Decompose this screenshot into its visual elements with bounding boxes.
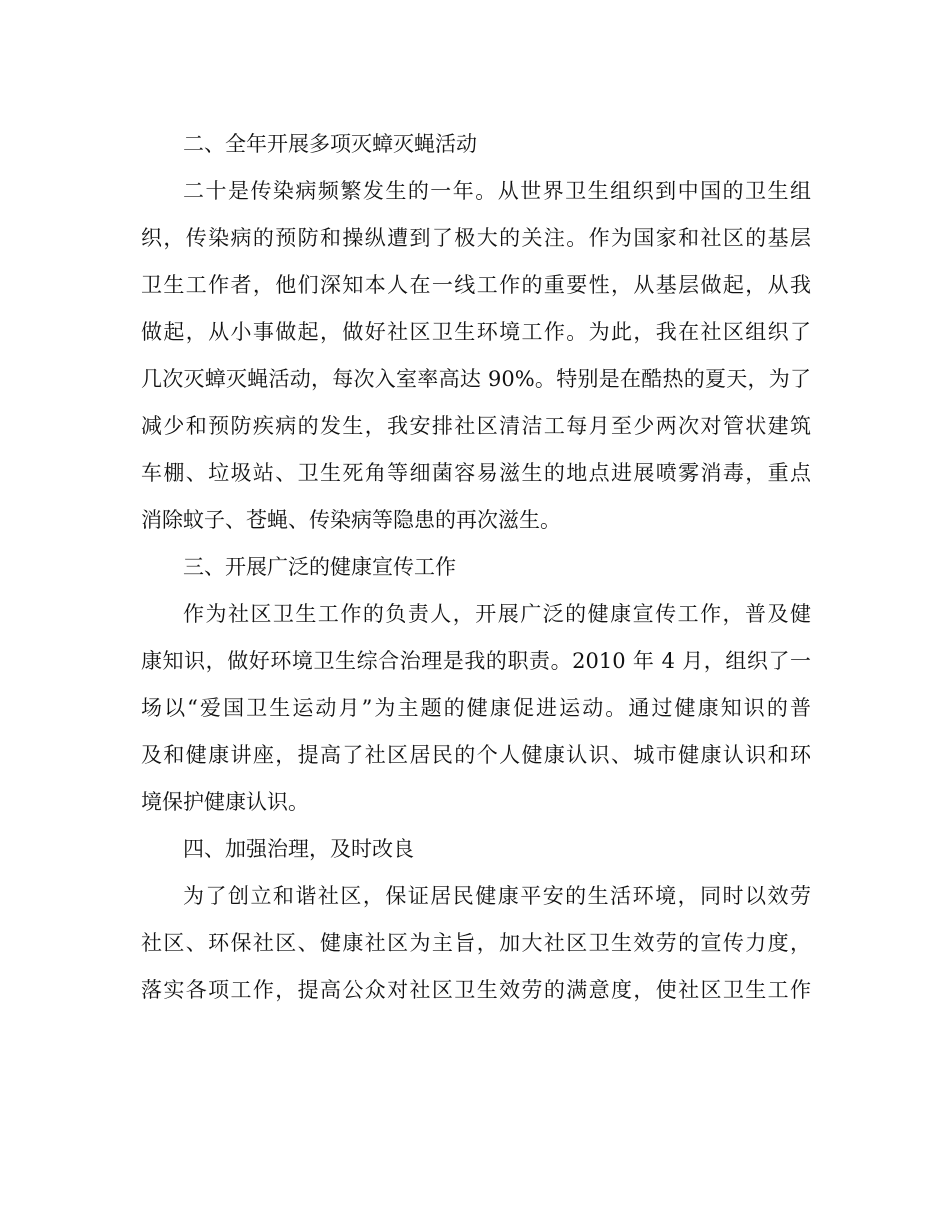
section-heading-3: 三、开展广泛的健康宣传工作: [183, 555, 456, 579]
paragraph-line: 场以“爱国卫生运动月”为主题的健康促进运动。通过健康知识的普: [141, 696, 811, 720]
paragraph-line: 落实各项工作，提高公众对社区卫生效劳的满意度，使社区卫生工作: [141, 978, 811, 1002]
paragraph-line: 作为社区卫生工作的负责人，开展广泛的健康宣传工作，普及健: [183, 602, 811, 626]
paragraph-line: 卫生工作者，他们深知本人在一线工作的重要性，从基层做起，从我: [141, 273, 811, 297]
paragraph-line: 消除蚊子、苍蝇、传染病等隐患的再次滋生。: [141, 508, 561, 532]
paragraph-line: 社区、环保社区、健康社区为主旨，加大社区卫生效劳的宣传力度，: [141, 931, 811, 955]
paragraph-line: 及和健康讲座，提高了社区居民的个人健康认识、城市健康认识和环: [141, 743, 811, 767]
paragraph-line: 织，传染病的预防和操纵遭到了极大的关注。作为国家和社区的基层: [141, 226, 811, 250]
paragraph-line: 几次灭蟑灭蝇活动，每次入室率高达 90%。特别是在酷热的夏天，为了: [141, 367, 811, 391]
paragraph-line: 减少和预防疾病的发生，我安排社区清洁工每月至少两次对管状建筑: [141, 414, 811, 438]
paragraph-line: 境保护健康认识。: [141, 790, 309, 814]
paragraph-line: 为了创立和谐社区，保证居民健康平安的生活环境，同时以效劳: [183, 884, 811, 908]
section-heading-4: 四、加强治理，及时改良: [183, 837, 414, 861]
paragraph-line: 做起，从小事做起，做好社区卫生环境工作。为此，我在社区组织了: [141, 320, 811, 344]
paragraph-line: 车棚、垃圾站、卫生死角等细菌容易滋生的地点进展喷雾消毒，重点: [141, 461, 811, 485]
paragraph-line: 康知识，做好环境卫生综合治理是我的职责。2010 年 4 月，组织了一: [141, 649, 811, 673]
paragraph-line: 二十是传染病频繁发生的一年。从世界卫生组织到中国的卫生组: [183, 179, 811, 203]
section-heading-2: 二、全年开展多项灭蟑灭蝇活动: [183, 132, 477, 156]
